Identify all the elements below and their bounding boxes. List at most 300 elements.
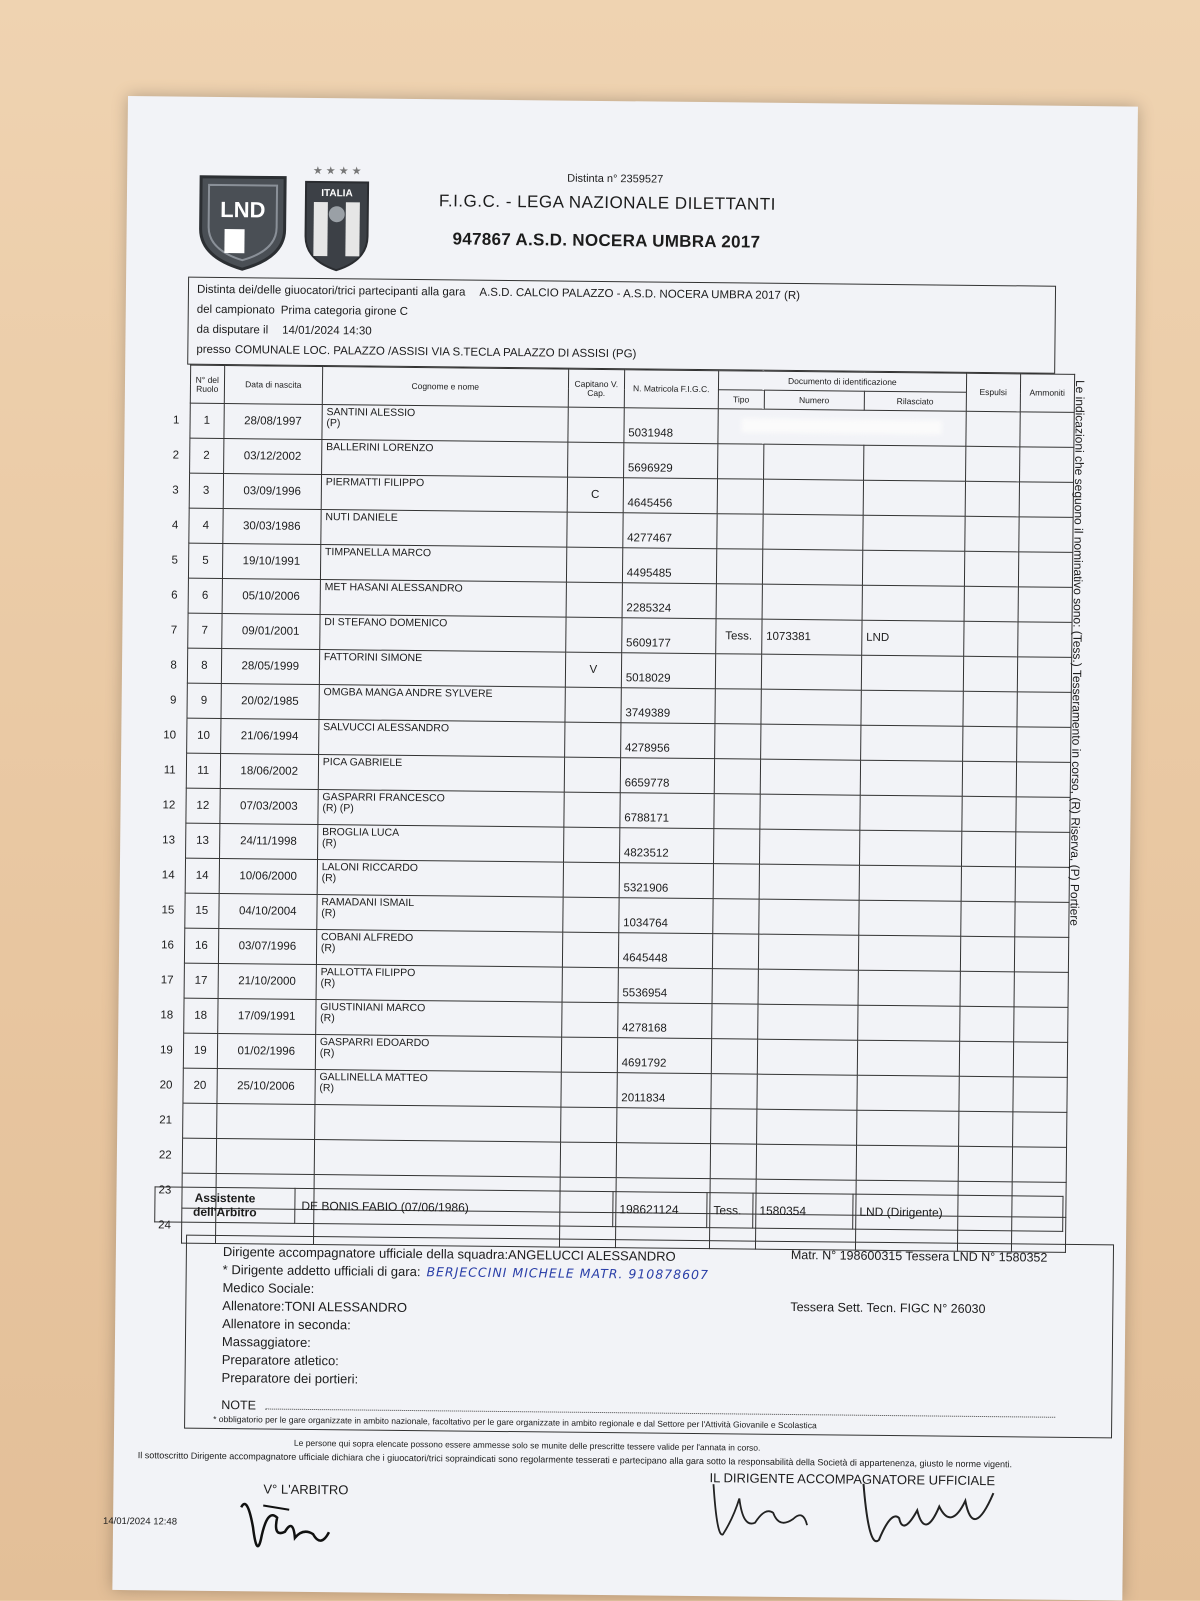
player-matricola: 4278168 bbox=[617, 1003, 711, 1039]
header-spacer bbox=[163, 365, 190, 384]
player-doc-number bbox=[762, 584, 862, 620]
player-ruolo: 16 bbox=[184, 928, 218, 963]
player-captain bbox=[566, 582, 622, 618]
player-captain bbox=[567, 512, 623, 548]
player-birthdate: 05/10/2006 bbox=[222, 579, 320, 615]
match-teams: A.S.D. CALCIO PALAZZO - A.S.D. NOCERA UMBRA 2017 (R) bbox=[479, 286, 801, 303]
player-role-note: (R) bbox=[320, 1012, 335, 1025]
player-role-note bbox=[319, 1142, 556, 1144]
player-name-text: SALVUCCI ALESSANDRO bbox=[323, 721, 450, 735]
player-doc-issuer: LND bbox=[861, 620, 963, 656]
player-doc-issuer bbox=[862, 550, 964, 586]
player-espulsi bbox=[963, 656, 1017, 692]
player-name-text: FATTORINI SIMONE bbox=[323, 651, 423, 665]
player-doc-type bbox=[711, 1004, 757, 1039]
player-name-text: OMGBA MANGA ANDRE SYLVERE bbox=[323, 686, 493, 700]
players-table bbox=[154, 364, 1075, 1252]
svg-text:★ ★ ★ ★: ★ ★ ★ ★ bbox=[312, 164, 362, 178]
player-doc-number bbox=[757, 1074, 857, 1110]
player-row-number: 15 bbox=[161, 904, 175, 917]
player-ruolo: 18 bbox=[183, 998, 217, 1033]
player-matricola: 3749389 bbox=[621, 688, 715, 724]
player-birthdate: 04/10/2004 bbox=[219, 893, 317, 929]
player-doc-number bbox=[758, 969, 858, 1005]
header-rilasciato: Rilasciato bbox=[864, 391, 966, 411]
player-doc-number bbox=[760, 724, 860, 760]
player-doc-issuer bbox=[857, 1075, 959, 1111]
player-ammoniti bbox=[1019, 447, 1073, 483]
player-ammoniti bbox=[1017, 657, 1071, 693]
assistant-rilasciato: LND (Dirigente) bbox=[853, 1194, 1063, 1231]
player-ruolo: 1 bbox=[190, 403, 224, 438]
player-birthdate: 07/03/2003 bbox=[220, 789, 318, 825]
allenatore2-line: Allenatore in seconda: bbox=[222, 1316, 351, 1333]
player-doc-number bbox=[756, 1144, 856, 1180]
player-matricola: 5321906 bbox=[619, 863, 713, 899]
referee-label: V° L'ARBITRO bbox=[263, 1481, 349, 1498]
player-name-text: RAMADANI ISMAIL bbox=[321, 896, 415, 910]
player-espulsi bbox=[963, 621, 1017, 657]
player-ruolo: 15 bbox=[185, 893, 219, 928]
player-name bbox=[319, 685, 565, 723]
player-row-number: 7 bbox=[170, 624, 178, 637]
player-captain bbox=[567, 442, 623, 478]
player-doc-number bbox=[759, 864, 859, 900]
player-name-text: NUTI DANIELE bbox=[325, 511, 398, 524]
player-role-note: (P) bbox=[326, 417, 341, 430]
player-row-number: 5 bbox=[171, 554, 178, 567]
player-ruolo: 4 bbox=[189, 508, 223, 543]
player-doc-issuer bbox=[860, 795, 962, 831]
player-birthdate: 20/02/1985 bbox=[221, 684, 319, 720]
header-capitano: Capitano V. Cap. bbox=[568, 369, 624, 408]
header-spacer bbox=[163, 384, 190, 403]
document-title: F.I.G.C. - LEGA NAZIONALE DILETTANTI bbox=[438, 191, 776, 214]
player-name bbox=[321, 475, 567, 513]
header-nome: Cognome e nome bbox=[322, 367, 568, 408]
player-row-number: 2 bbox=[172, 449, 180, 462]
player-birthdate: 17/09/1991 bbox=[217, 998, 315, 1034]
massaggiatore-line: Massaggiatore: bbox=[221, 1334, 311, 1350]
header-ammoniti: Ammoniti bbox=[1020, 374, 1074, 413]
player-captain bbox=[563, 862, 619, 898]
player-ruolo bbox=[182, 1138, 216, 1173]
player-espulsi bbox=[959, 1006, 1013, 1042]
italia-logo bbox=[301, 164, 372, 273]
date-label: da disputare il bbox=[196, 323, 269, 337]
player-birthdate: 28/05/1999 bbox=[221, 649, 319, 685]
player-espulsi bbox=[960, 936, 1014, 972]
player-row-number: 9 bbox=[170, 694, 177, 707]
player-matricola: 6659778 bbox=[620, 758, 714, 794]
player-ammoniti bbox=[1013, 1007, 1067, 1043]
player-espulsi bbox=[959, 1041, 1013, 1077]
lnd-logo bbox=[196, 171, 289, 272]
player-matricola: 4645448 bbox=[618, 933, 712, 969]
player-role-note: (R) bbox=[319, 1082, 335, 1095]
player-matricola: 4278956 bbox=[620, 723, 714, 759]
player-ruolo bbox=[182, 1103, 216, 1138]
player-ruolo: 19 bbox=[183, 1033, 217, 1068]
player-espulsi bbox=[965, 446, 1019, 482]
note-label: NOTE bbox=[221, 1398, 257, 1413]
player-ammoniti bbox=[1018, 587, 1072, 623]
player-doc-type bbox=[717, 514, 763, 549]
assistant-label: Assistente dell'Arbitro bbox=[155, 1187, 295, 1223]
player-doc-type bbox=[712, 934, 758, 969]
player-matricola bbox=[616, 1108, 710, 1144]
player-name bbox=[318, 790, 564, 828]
player-captain bbox=[565, 617, 621, 653]
player-doc-number bbox=[761, 654, 861, 690]
player-ammoniti bbox=[1015, 902, 1069, 938]
player-matricola: 5536954 bbox=[618, 968, 712, 1004]
player-name-text: PIERMATTI FILIPPO bbox=[325, 476, 425, 490]
player-espulsi bbox=[958, 1111, 1012, 1147]
player-row-number: 17 bbox=[160, 974, 174, 987]
player-row-number: 11 bbox=[163, 764, 176, 777]
player-doc-number bbox=[760, 794, 860, 830]
player-name bbox=[319, 650, 565, 688]
player-espulsi bbox=[962, 796, 1016, 832]
assistant-name: DE BONIS FABIO (07/06/1986) bbox=[295, 1188, 613, 1226]
player-ruolo: 10 bbox=[186, 718, 220, 753]
player-doc-type bbox=[714, 724, 760, 759]
player-doc-issuer bbox=[861, 690, 963, 726]
assistant-tipo: Tess. bbox=[707, 1193, 753, 1228]
player-doc-number bbox=[762, 549, 862, 585]
player-doc-type bbox=[713, 864, 759, 899]
player-captain bbox=[561, 1037, 617, 1073]
player-matricola: 5696929 bbox=[623, 443, 717, 479]
player-name-text: TIMPANELLA MARCO bbox=[324, 546, 432, 560]
player-doc-issuer bbox=[859, 900, 961, 936]
player-role-note: (R) bbox=[321, 907, 336, 920]
player-ammoniti bbox=[1018, 552, 1072, 588]
preparatore-line: Preparatore atletico: bbox=[221, 1352, 339, 1369]
player-captain bbox=[566, 547, 622, 583]
allenatore-line: Allenatore:TONI ALESSANDRO bbox=[222, 1298, 408, 1315]
championship-value: Prima categoria girone C bbox=[280, 304, 409, 318]
player-name-text: LALONI RICCARDO bbox=[321, 861, 419, 875]
player-row-number: 21 bbox=[159, 1114, 173, 1127]
player-doc-type bbox=[710, 1109, 756, 1144]
redacted-document-info bbox=[742, 418, 942, 434]
player-doc-type bbox=[710, 1144, 756, 1179]
player-name-text: GIUSTINIANI MARCO bbox=[320, 1001, 426, 1015]
player-doc-issuer bbox=[862, 585, 964, 621]
player-ruolo: 7 bbox=[188, 613, 222, 648]
player-birthdate: 18/06/2002 bbox=[220, 754, 318, 790]
player-ammoniti bbox=[1014, 972, 1068, 1008]
dirigente-registration: Matr. N° 198600315 Tessera LND N° 1580352 bbox=[790, 1248, 1048, 1265]
player-row-number: 6 bbox=[171, 589, 178, 602]
player-birthdate: 03/12/2002 bbox=[223, 439, 321, 475]
player-captain bbox=[563, 897, 619, 933]
player-doc-issuer bbox=[860, 725, 962, 761]
distinta-number: Distinta n° 2359527 bbox=[567, 172, 664, 186]
player-doc-issuer bbox=[859, 865, 961, 901]
player-birthdate: 03/07/1996 bbox=[218, 928, 316, 964]
player-doc-type bbox=[711, 1074, 757, 1109]
player-matricola: 5609177 bbox=[621, 618, 715, 654]
player-doc-number bbox=[761, 689, 861, 725]
player-ammoniti bbox=[1014, 937, 1068, 973]
match-teams-line bbox=[197, 284, 800, 302]
player-row-number: 19 bbox=[159, 1044, 173, 1057]
player-espulsi bbox=[959, 1076, 1013, 1112]
player-row-number: 1 bbox=[172, 414, 180, 427]
player-doc-issuer bbox=[857, 1040, 959, 1076]
player-matricola: 2285324 bbox=[622, 583, 716, 619]
player-matricola: 5018029 bbox=[621, 653, 715, 689]
player-ammoniti bbox=[1015, 832, 1069, 868]
header-numero: Numero bbox=[764, 390, 864, 410]
player-row-number: 10 bbox=[163, 729, 177, 742]
addetto-line bbox=[223, 1262, 709, 1282]
venue-line bbox=[196, 344, 636, 361]
player-doc-number bbox=[759, 899, 859, 935]
player-name bbox=[318, 720, 564, 758]
player-name-text: SANTINI ALESSIO bbox=[326, 406, 416, 420]
player-doc-type bbox=[713, 829, 759, 864]
player-name bbox=[316, 965, 562, 1003]
player-row-number: 23 bbox=[158, 1184, 172, 1197]
player-espulsi bbox=[962, 726, 1016, 762]
player-doc-issuer bbox=[861, 655, 963, 691]
dirigente-signature-label: IL DIRIGENTE ACCOMPAGNATORE UFFICIALE bbox=[709, 1470, 996, 1489]
match-intro-label: Distinta dei/delle giuocatori/trici partecipanti alla gara bbox=[196, 283, 466, 299]
player-doc-type bbox=[711, 1039, 757, 1074]
player-captain: V bbox=[565, 652, 621, 688]
player-row-number: 3 bbox=[172, 484, 179, 497]
player-name-text: MET HASANI ALESSANDRO bbox=[324, 581, 463, 595]
player-doc-type bbox=[714, 759, 760, 794]
addetto-handwritten: BERJECCINI MICHELE MATR. 910878607 bbox=[426, 1264, 710, 1283]
player-name bbox=[320, 615, 566, 653]
referee-signature bbox=[233, 1487, 364, 1568]
championship-line bbox=[197, 304, 408, 318]
player-matricola: 4645456 bbox=[623, 478, 717, 514]
player-matricola: 2011834 bbox=[617, 1073, 711, 1109]
player-role-note: (R) (P) bbox=[322, 802, 354, 815]
player-row-number: 18 bbox=[160, 1009, 174, 1022]
player-name bbox=[316, 930, 562, 968]
player-row-number: 12 bbox=[162, 799, 176, 812]
player-name bbox=[321, 440, 567, 478]
player-ruolo: 8 bbox=[187, 648, 221, 683]
player-role-note: (R) bbox=[320, 942, 336, 955]
date-value: 14/01/2024 14:30 bbox=[282, 324, 372, 338]
header-espulsi: Espulsi bbox=[966, 373, 1020, 412]
player-name bbox=[314, 1105, 560, 1143]
player-name bbox=[318, 755, 564, 793]
player-name bbox=[320, 545, 566, 583]
player-name bbox=[314, 1140, 560, 1178]
player-espulsi bbox=[961, 831, 1015, 867]
player-doc-issuer bbox=[858, 970, 960, 1006]
player-ammoniti bbox=[1016, 762, 1070, 798]
player-captain bbox=[568, 407, 624, 443]
player-role-note: (R) bbox=[319, 1047, 335, 1060]
player-doc-number bbox=[759, 829, 859, 865]
allenatore-registration: Tessera Sett. Tecn. FIGC N° 26030 bbox=[790, 1300, 986, 1317]
player-name bbox=[317, 825, 563, 863]
player-ruolo: 13 bbox=[185, 823, 219, 858]
player-birthdate: 19/10/1991 bbox=[222, 544, 320, 580]
player-captain bbox=[561, 1072, 617, 1108]
player-doc-issuer bbox=[859, 830, 961, 866]
player-matricola: 5031948 bbox=[624, 408, 718, 444]
player-doc-number bbox=[763, 514, 863, 550]
player-ruolo: 3 bbox=[189, 473, 223, 508]
player-name-text: GASPARRI FRANCESCO bbox=[322, 791, 445, 805]
declaration-text: Il sottoscritto Dirigente accompagnatore ufficiale dichiara che i giuocatori/trici sopraindicati sono regolarmente tesserati e partecipano alla gara sotto la responsabilità della Società di appartenenza, giusto le norme vigenti. bbox=[137, 1450, 1013, 1470]
player-ruolo: 14 bbox=[185, 858, 219, 893]
player-doc-number bbox=[756, 1109, 856, 1145]
header-nascita: Data di nascita bbox=[224, 366, 322, 405]
player-ruolo: 5 bbox=[188, 543, 222, 578]
medico-line: Medico Sociale: bbox=[222, 1280, 315, 1297]
player-doc-number: 1073381 bbox=[761, 619, 861, 655]
print-timestamp: 14/01/2024 12:48 bbox=[103, 1515, 178, 1528]
player-doc-type bbox=[717, 444, 763, 479]
player-role-note bbox=[319, 1107, 556, 1109]
player-ruolo: 12 bbox=[186, 788, 220, 823]
player-birthdate bbox=[216, 1103, 314, 1139]
player-matricola: 1034764 bbox=[619, 898, 713, 934]
player-doc-number bbox=[758, 934, 858, 970]
player-captain bbox=[562, 932, 618, 968]
player-espulsi bbox=[962, 761, 1016, 797]
player-doc-issuer bbox=[860, 760, 962, 796]
player-doc-type bbox=[715, 689, 761, 724]
player-doc-issuer bbox=[856, 1110, 958, 1146]
player-ammoniti bbox=[1019, 482, 1073, 518]
player-birthdate: 21/10/2000 bbox=[218, 963, 316, 999]
team-subtitle: 947867 A.S.D. NOCERA UMBRA 2017 bbox=[452, 229, 761, 252]
player-doc-type bbox=[716, 584, 762, 619]
player-doc-type bbox=[718, 409, 966, 447]
player-name bbox=[315, 1035, 561, 1073]
match-info-box bbox=[187, 277, 1056, 374]
document-sheet bbox=[103, 96, 1138, 1600]
player-name bbox=[315, 1070, 561, 1108]
player-role-note: (R) bbox=[321, 837, 337, 850]
player-name-text: GASPARRI EDOARDO bbox=[319, 1036, 430, 1050]
player-espulsi bbox=[964, 586, 1018, 622]
player-doc-type bbox=[716, 549, 762, 584]
player-espulsi bbox=[966, 411, 1020, 447]
assistant-numero: 1580354 bbox=[753, 1193, 853, 1229]
player-birthdate: 21/06/1994 bbox=[220, 719, 318, 755]
player-ruolo: 6 bbox=[188, 578, 222, 613]
player-captain bbox=[564, 722, 620, 758]
lnd-logo-text: LND bbox=[220, 196, 266, 223]
side-legend: Le indicazioni che seguono il nominativo sono: (Tess.) Tesseramento in corso, (R) Riserva, (P) Portiere bbox=[1067, 379, 1088, 927]
player-espulsi bbox=[963, 691, 1017, 727]
footnote-mandatory: * obbligatorio per le gare organizzate in ambito nazionale, facoltativo per le gare organizzate in ambito regionale e dal Settore per l'Attività Giovanile e Scolastica bbox=[213, 1413, 817, 1431]
player-name bbox=[322, 405, 568, 443]
player-ruolo: 17 bbox=[184, 963, 218, 998]
player-doc-issuer bbox=[857, 1005, 959, 1041]
player-ruolo: 20 bbox=[183, 1068, 217, 1103]
player-row-number: 20 bbox=[159, 1079, 173, 1092]
player-name bbox=[321, 510, 567, 548]
player-captain bbox=[565, 687, 621, 723]
player-captain bbox=[560, 1107, 616, 1143]
player-ammoniti bbox=[1013, 1077, 1067, 1113]
player-captain bbox=[564, 757, 620, 793]
player-name bbox=[315, 1000, 561, 1038]
player-ammoniti bbox=[1017, 692, 1071, 728]
player-ammoniti bbox=[1012, 1112, 1066, 1148]
player-doc-number bbox=[760, 759, 860, 795]
player-birthdate: 25/10/2006 bbox=[217, 1068, 315, 1104]
player-name-text: BALLERINI LORENZO bbox=[326, 441, 434, 455]
player-ammoniti bbox=[1012, 1147, 1066, 1183]
player-birthdate bbox=[216, 1138, 314, 1174]
championship-label: del campionato bbox=[196, 303, 275, 317]
player-row-number: 8 bbox=[170, 659, 177, 672]
player-ammoniti bbox=[1019, 517, 1073, 553]
player-name-text: PICA GABRIELE bbox=[322, 756, 403, 769]
header-tipo: Tipo bbox=[718, 390, 764, 409]
player-name-text: BROGLIA LUCA bbox=[322, 826, 400, 839]
assistant-matricola: 198621124 bbox=[613, 1192, 707, 1228]
player-role-note bbox=[318, 1177, 555, 1179]
player-role-note: (R) bbox=[320, 977, 336, 990]
player-espulsi bbox=[964, 551, 1018, 587]
player-doc-issuer bbox=[856, 1145, 958, 1181]
player-ruolo: 2 bbox=[189, 438, 223, 473]
player-row-number: 4 bbox=[171, 519, 179, 532]
player-doc-number bbox=[763, 479, 863, 515]
venue-label: presso bbox=[196, 343, 231, 357]
player-ammoniti bbox=[1015, 867, 1069, 903]
player-doc-number bbox=[763, 444, 863, 480]
player-espulsi bbox=[965, 516, 1019, 552]
player-matricola bbox=[616, 1143, 710, 1179]
player-row-number: 13 bbox=[162, 834, 176, 847]
player-ammoniti bbox=[1013, 1042, 1067, 1078]
player-name-text: GALLINELLA MATTEO bbox=[319, 1071, 428, 1085]
player-name-text: DI STEFANO DOMENICO bbox=[324, 616, 448, 630]
player-doc-number bbox=[757, 1004, 857, 1040]
player-doc-issuer bbox=[863, 515, 965, 551]
player-doc-issuer bbox=[863, 480, 965, 516]
player-birthdate: 30/03/1986 bbox=[223, 509, 321, 545]
player-doc-type bbox=[714, 794, 760, 829]
date-line bbox=[196, 324, 371, 338]
player-ruolo: 9 bbox=[187, 683, 221, 718]
officials-box bbox=[184, 1235, 1114, 1439]
player-birthdate: 28/08/1997 bbox=[224, 404, 322, 440]
player-ammoniti bbox=[1017, 622, 1071, 658]
header-documento: Documento di identificazione bbox=[718, 371, 966, 393]
player-doc-type bbox=[712, 969, 758, 1004]
dirigente-line: Dirigente accompagnatore ufficiale della squadra:ANGELUCCI ALESSANDRO bbox=[222, 1244, 676, 1264]
player-ammoniti bbox=[1020, 412, 1074, 448]
player-captain bbox=[562, 967, 618, 1003]
player-doc-type: Tess. bbox=[715, 619, 761, 654]
italia-logo-text: ITALIA bbox=[321, 188, 353, 200]
player-captain bbox=[560, 1142, 616, 1178]
player-name bbox=[317, 895, 563, 933]
player-matricola: 4277467 bbox=[623, 513, 717, 549]
player-doc-type bbox=[717, 479, 763, 514]
venue-value: COMUNALE LOC. PALAZZO /ASSISI VIA S.TECLA PALAZZO DI ASSISI (PG) bbox=[234, 344, 637, 361]
